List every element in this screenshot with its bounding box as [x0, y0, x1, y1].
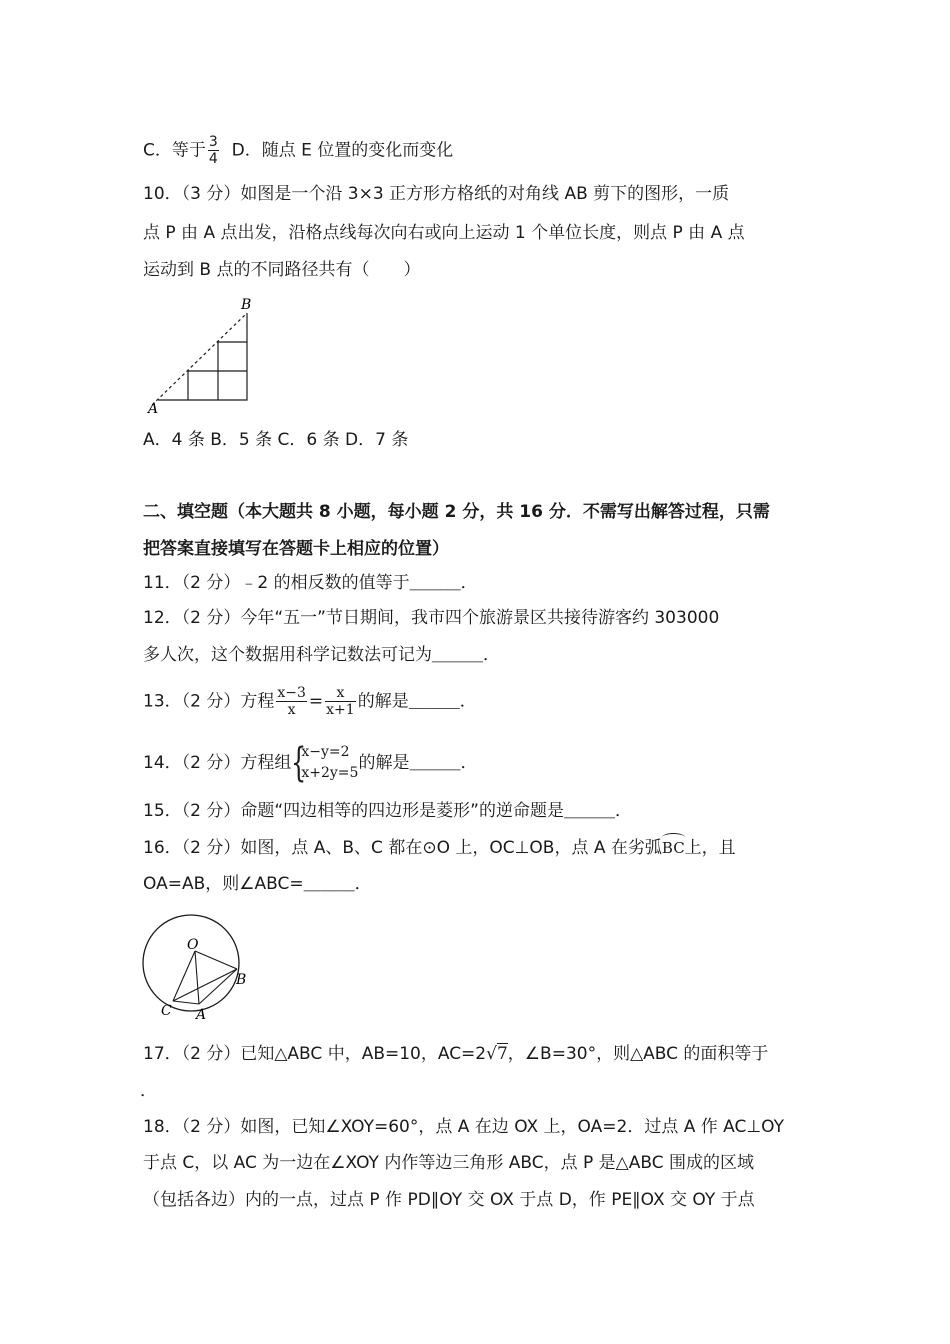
q16-label-c: C [161, 1003, 172, 1019]
q10-grid-figure [140, 293, 260, 418]
q14-equation-system [291, 742, 358, 784]
q14-suffix: 的解是＿＿＿． [358, 753, 478, 773]
q16-label-b: B [236, 972, 247, 988]
q12-line-1: 12．（2 分）今年“五一”节日期间，我市四个旅游景区共接待游客约 303000 [143, 608, 720, 628]
q13-prefix: 13．（2 分）方程 [143, 691, 275, 712]
q13-left-fraction: $\frac{x-3}{x}$ [277, 685, 306, 718]
q10-label-b: B [241, 297, 252, 313]
q15: 15．（2 分）命题“四边相等的四边形是菱形”的逆命题是＿＿＿． [143, 801, 632, 821]
q16-label-a: A [196, 1007, 207, 1023]
q16-arc-bc: BC [661, 839, 685, 857]
q14-prefix: 14．（2 分）方程组 [143, 753, 292, 773]
q18-line-3: （包括各边）内的一点，过点 P 作 PD∥OY 交 OX 于点 D，作 PE∥OX 交 OY 于点 [143, 1190, 755, 1210]
q13-suffix: 的解是＿＿＿． [357, 691, 477, 712]
q9-options [143, 134, 453, 167]
section-2-heading-line-1: 二、填空题（本大题共 8 小题，每小题 2 分，共 16 分．不需写出解答过程，只需 [143, 502, 770, 522]
q9-option-c-fraction: $\frac{3}{4}$ [208, 134, 218, 167]
q11: 11．（2 分）﹣2 的相反数的值等于＿＿＿． [143, 573, 478, 593]
q17-prefix: 17．（2 分）已知△ABC 中，AB=10，AC=2 [143, 1044, 487, 1064]
q10-line-1: 10．（3 分）如图是一个沿 3×3 正方形方格纸的对角线 AB 剪下的图形，一质 [143, 184, 730, 204]
q14-equation-2: x+2y=5 [301, 765, 359, 781]
q10-label-a: A [148, 401, 159, 417]
q10-diagonal-ab [152, 313, 247, 405]
q13-equals: = [308, 691, 324, 712]
q9-option-d: D．随点 E 位置的变化而变化 [231, 140, 454, 161]
q17-line-1 [143, 1043, 768, 1065]
q10-line-3: 运动到 B 点的不同路径共有（ ） [143, 260, 421, 280]
q17-sqrt: √7 [486, 1044, 508, 1064]
q14-equation-1: x−y=2 [301, 744, 350, 760]
q17-suffix: ，∠B=30°，则△ABC 的面积等于 [507, 1044, 769, 1064]
section-2-heading-line-2: 把答案直接填写在答题卡上相应的位置） [143, 539, 449, 559]
q16-line-1-prefix: 16．（2 分）如图，点 A、B、C 都在⊙O 上，OC⊥OB，点 A 在劣弧 [143, 838, 662, 858]
q10-line-2: 点 P 由 A 点出发，沿格点线每次向右或向上运动 1 个单位长度，则点 P 由 A 点 [143, 223, 745, 243]
q18-line-1: 18．（2 分）如图，已知∠XOY=60°，点 A 在边 OX 上，OA=2．过点 A 作 AC⊥OY [143, 1117, 785, 1137]
q9-option-c-prefix: C．等于 [143, 140, 206, 161]
q13-right-fraction: $\frac{x}{x+1}$ [326, 685, 355, 718]
q16-line-2: OA=AB，则∠ABC=＿＿＿． [143, 874, 372, 894]
q10-options: A．4 条 B．5 条 C．6 条 D．7 条 [143, 430, 409, 450]
q16-label-o: O [187, 937, 199, 953]
q16-circle [143, 915, 239, 1011]
q14-brace: { [291, 740, 307, 786]
q14 [143, 742, 477, 784]
q12-line-2: 多人次，这个数据用科学记数法可记为＿＿＿． [143, 645, 500, 665]
q17-line-2: ． [140, 1081, 157, 1101]
q16-line-1 [143, 837, 736, 859]
q16-line-1-suffix: 上，且 [684, 838, 736, 858]
q13 [143, 685, 477, 718]
q18-line-2: 于点 C，以 AC 为一边在∠XOY 内作等边三角形 ABC，点 P 是△ABC 围成的区域 [143, 1153, 754, 1173]
q16-circle-figure [140, 903, 255, 1023]
